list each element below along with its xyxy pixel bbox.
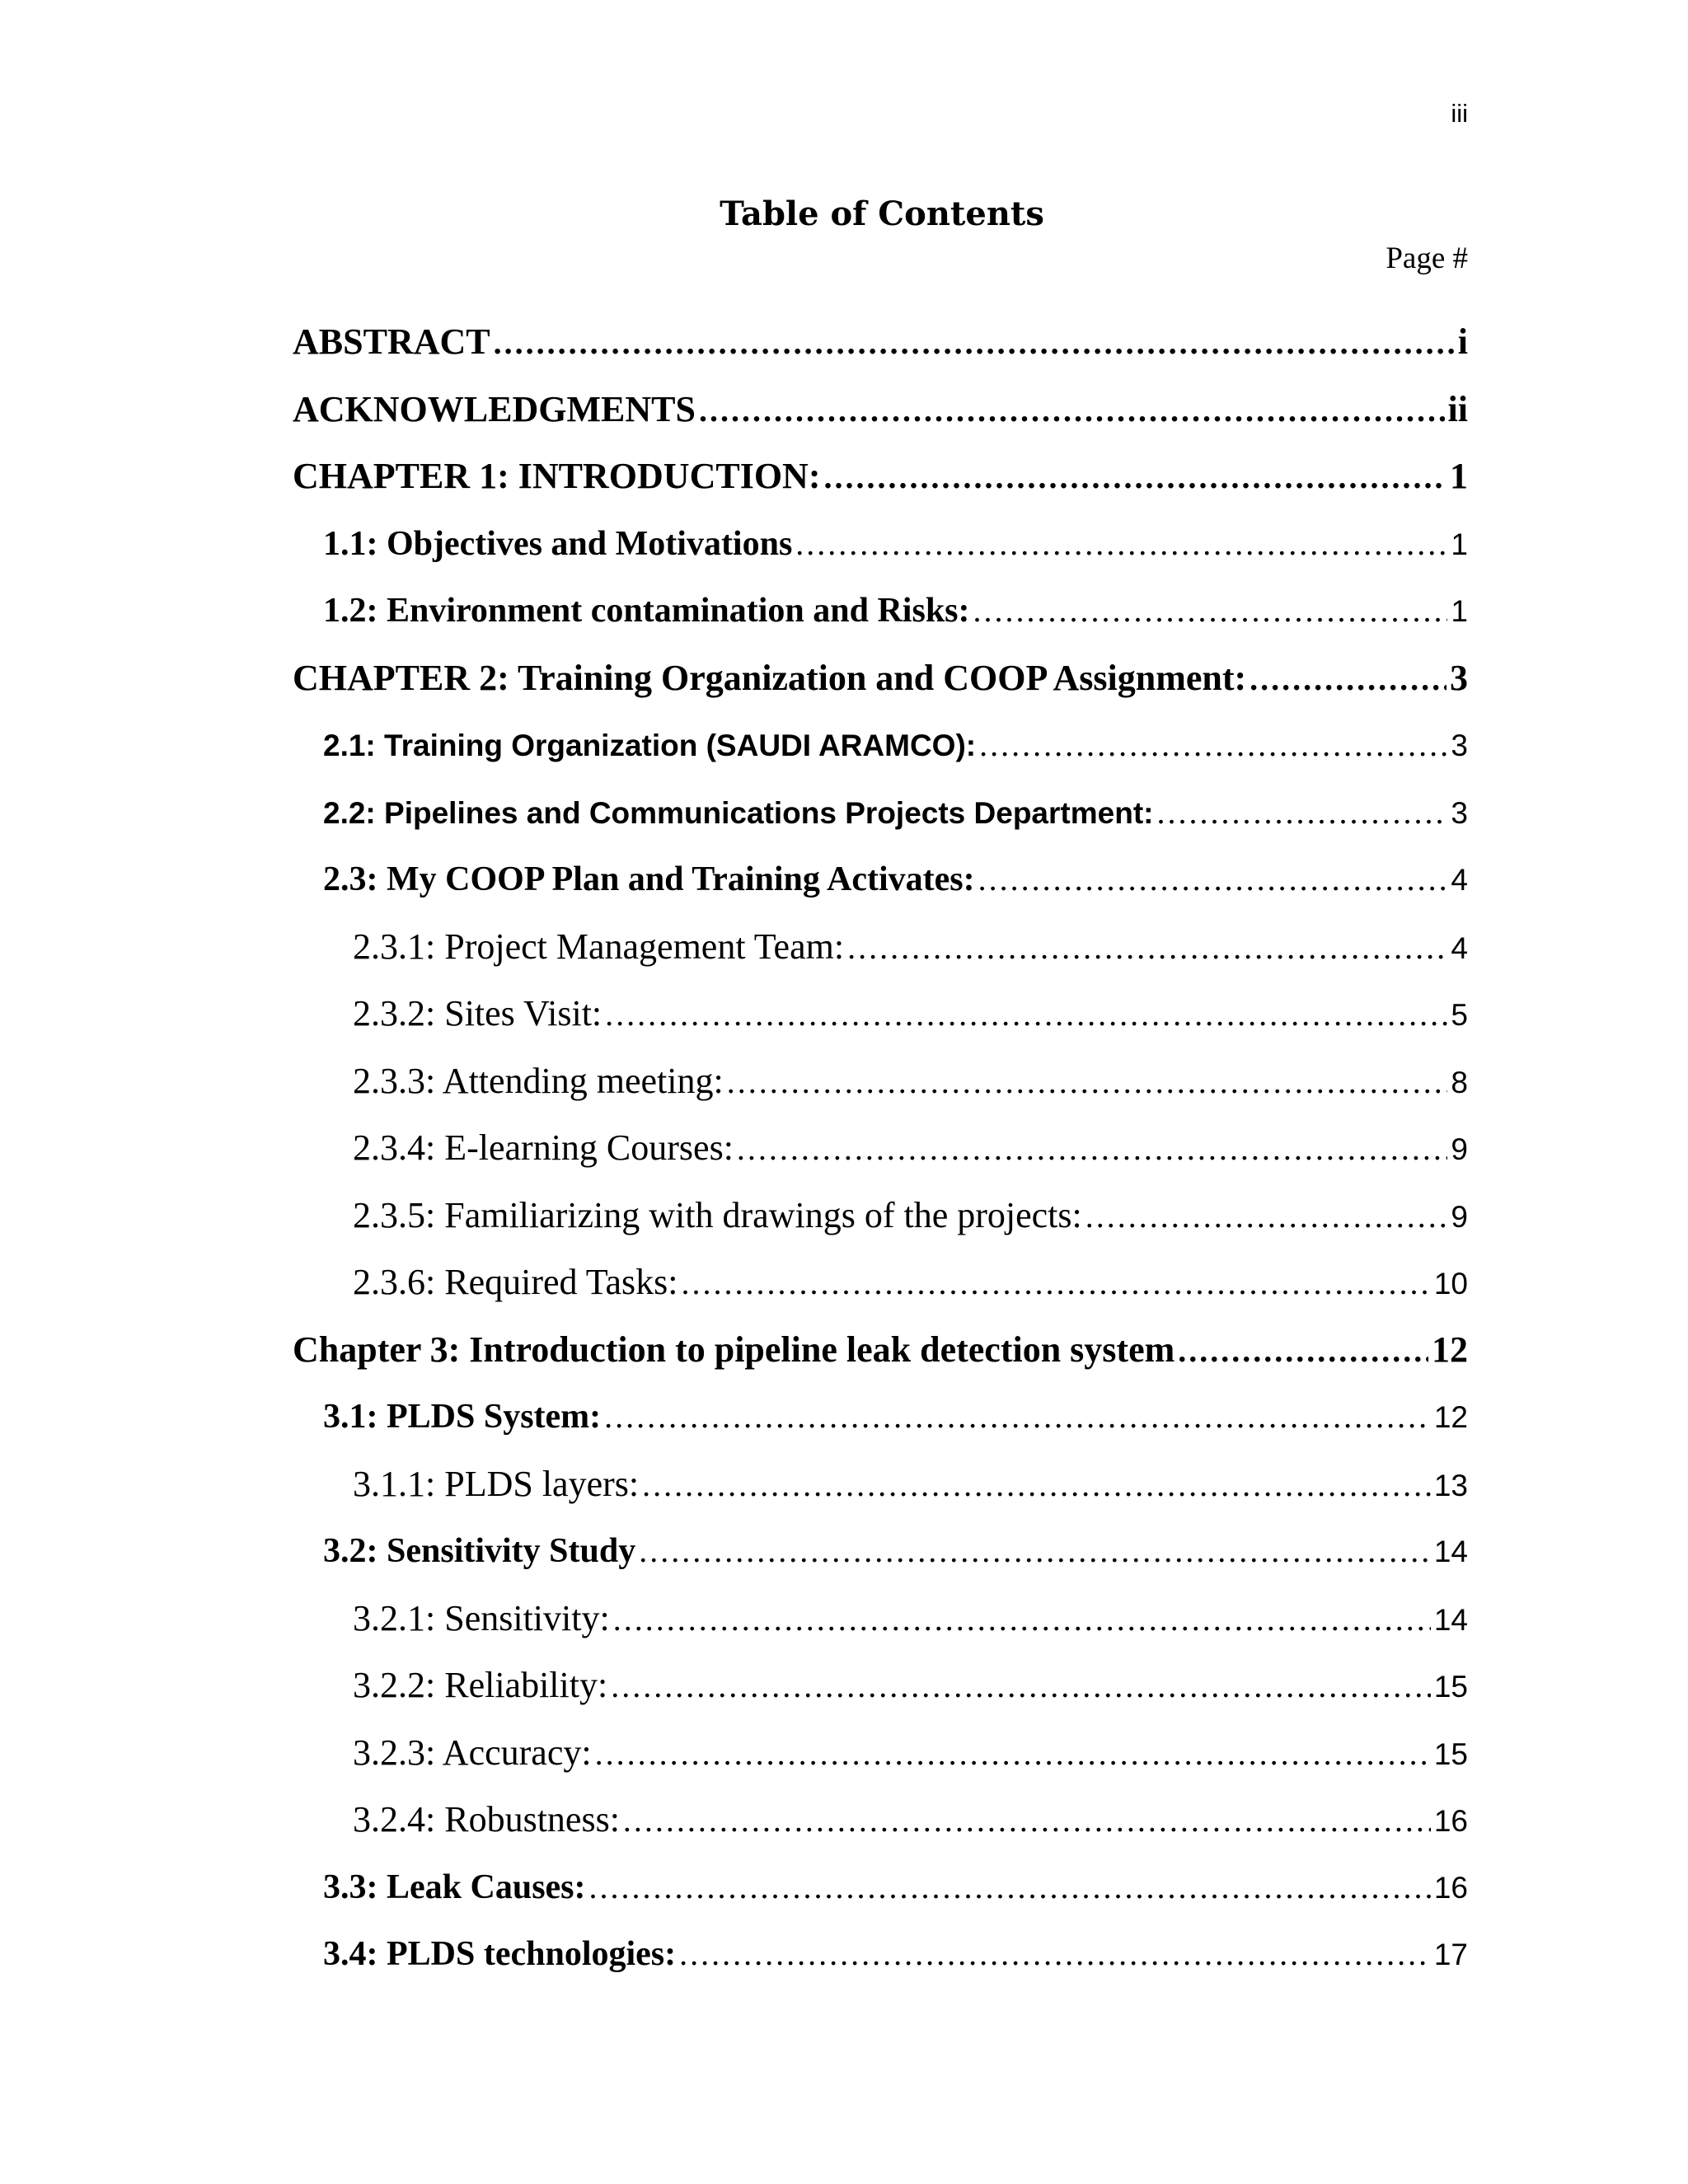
toc-entry-page: 4 [1451,863,1468,897]
toc-entry-3-2-3[interactable] [293,1719,1468,1787]
toc-entry-label: CHAPTER 2: Training Organization and COOP Assignment: [293,657,1247,698]
toc-entry-2-1[interactable] [293,711,1468,779]
toc-entry-page: 1 [1451,527,1468,561]
dot-leader [494,309,1455,376]
toc-entry-3-1[interactable] [293,1383,1468,1451]
dot-leader [823,443,1447,510]
dot-leader [1178,1317,1428,1384]
dot-leader [682,1249,1431,1316]
toc-entry-page: 3 [1451,795,1468,830]
toc-entry-2-3-3[interactable] [293,1047,1468,1115]
toc-entry-page: 12 [1432,1329,1468,1370]
toc-entry-2-3-5[interactable] [293,1182,1468,1249]
dot-leader [973,577,1448,644]
dot-leader [605,981,1447,1047]
page-column-header: Page # [1386,241,1468,275]
toc-entry-3-2-4[interactable] [293,1786,1468,1854]
toc-entry-label: 1.2: Environment contamination and Risks: [323,592,970,630]
toc-entry-2-3-6[interactable] [293,1249,1468,1316]
toc-entry-page: 3 [1451,729,1468,762]
dot-leader [595,1720,1431,1787]
toc-entry-page: 17 [1433,1938,1468,1971]
toc-entry-page: 1 [1450,456,1468,496]
toc-entry-label: 3.4: PLDS technologies: [323,1935,677,1973]
toc-entry-label: 2.3: My COOP Plan and Training Activates: [323,860,975,898]
toc-entry-label: 2.1: Training Organization (SAUDI ARAMCO): [323,729,977,762]
dot-leader [727,1048,1448,1115]
toc-entry-label: 2.2: Pipelines and Communications Projects Department: [323,795,1154,830]
toc-entry-page: 5 [1451,998,1468,1032]
toc-entry-page: 16 [1433,1804,1468,1838]
toc-entry-page: ii [1447,388,1468,429]
toc-entry-3-2[interactable] [293,1517,1468,1585]
toc-entry-label: 3.1: PLDS System: [323,1398,602,1436]
dot-leader [613,1586,1431,1652]
toc-entry-page: i [1457,321,1468,362]
toc-entry-page: 14 [1433,1602,1468,1637]
toc-entry-page: 13 [1433,1468,1468,1502]
dot-leader [642,1451,1431,1518]
toc-entry-label: 3.2.2: Reliability: [353,1665,608,1705]
toc-entry-label: 3.2: Sensitivity Study [323,1532,636,1570]
toc-entry-label: 2.3.2: Sites Visit: [353,993,603,1033]
toc-entry-label: 3.2.1: Sensitivity: [353,1597,610,1638]
dot-leader [847,914,1447,981]
toc-entry-2-3-4[interactable] [293,1114,1468,1182]
toc-entry-2-2[interactable] [293,779,1468,846]
toc-entry-3-2-1[interactable] [293,1585,1468,1652]
toc-entry-page: 15 [1433,1670,1468,1704]
dot-leader [979,711,1447,779]
dot-leader [699,377,1445,443]
toc-entry-label: CHAPTER 1: INTRODUCTION: [293,456,821,496]
toc-entry-label: 3.2.4: Robustness: [353,1799,620,1840]
toc-entry-label: ABSTRACT [293,321,490,362]
toc-entry-label: 2.3.1: Project Management Team: [353,926,845,967]
toc-entry-1-2[interactable] [293,577,1468,644]
toc-entry-label: 2.3.6: Required Tasks: [353,1262,678,1302]
dot-leader [611,1652,1431,1719]
toc-entry-page: 9 [1451,1132,1468,1166]
toc-entry-label: 2.3.4: E-learning Courses: [353,1127,734,1168]
dot-leader [1250,645,1447,712]
toc-entry-acknowledgments[interactable] [293,376,1468,443]
dot-leader [679,1920,1431,1988]
dot-leader [978,846,1448,913]
dot-leader [639,1517,1431,1585]
toc-entry-label: Chapter 3: Introduction to pipeline leak detection system [293,1329,1175,1370]
toc-entry-label: 3.3: Leak Causes: [323,1868,586,1906]
toc-entry-label: 1.1: Objectives and Motivations [323,524,793,563]
toc-entry-page: 10 [1433,1267,1468,1301]
toc-entry-chapter-1[interactable] [293,443,1468,510]
toc-entry-page: 8 [1451,1065,1468,1099]
dot-leader [604,1383,1431,1451]
toc-entry-3-2-2[interactable] [293,1652,1468,1719]
toc-entry-1-1[interactable] [293,510,1468,578]
toc-entry-chapter-3[interactable] [293,1316,1468,1384]
toc-entry-page: 16 [1433,1870,1468,1905]
dot-leader [795,510,1447,578]
toc-entry-label: 2.3.5: Familiarizing with drawings of the projects: [353,1194,1082,1235]
toc-entry-label: ACKNOWLEDGMENTS [293,388,696,429]
toc-entry-page: 15 [1433,1736,1468,1771]
toc-entry-page: 14 [1433,1535,1468,1568]
toc-entry-abstract[interactable] [293,308,1468,376]
toc-entry-page: 12 [1433,1400,1468,1434]
toc-entry-label: 2.3.3: Attending meeting: [353,1060,724,1101]
toc-entry-chapter-2[interactable] [293,644,1468,712]
toc-entry-label: 3.1.1: PLDS layers: [353,1463,640,1504]
toc-entry-3-1-1[interactable] [293,1451,1468,1518]
toc-entry-2-3-2[interactable] [293,980,1468,1047]
dot-leader [589,1854,1431,1921]
toc-entry-label: 3.2.3: Accuracy: [353,1732,592,1773]
toc-entry-2-3-1[interactable] [293,913,1468,981]
dot-leader [623,1787,1431,1854]
toc-entry-page: 4 [1451,930,1468,965]
dot-leader [1085,1183,1448,1249]
toc-entry-2-3[interactable] [293,846,1468,913]
toc-entry-page: 1 [1451,594,1468,628]
page-number: iii [1451,99,1468,128]
dot-leader [1156,779,1447,846]
toc-entry-page: 9 [1451,1199,1468,1234]
dot-leader [737,1115,1448,1182]
page-title: Table of Contents [720,194,1044,233]
toc-list [293,308,1468,1988]
toc-entry-page: 3 [1450,657,1468,698]
toc-entry-3-4[interactable] [293,1920,1468,1988]
toc-entry-3-3[interactable] [293,1854,1468,1921]
